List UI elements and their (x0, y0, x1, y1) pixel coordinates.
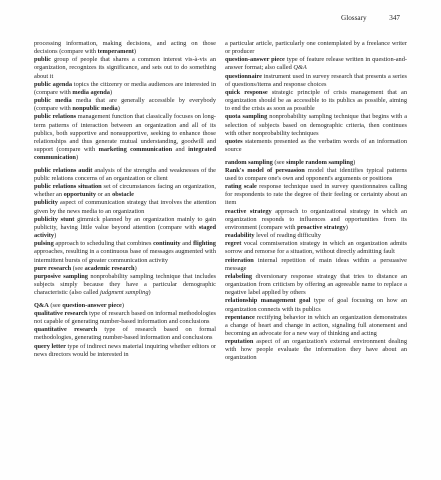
glossary-definition: ) (75, 154, 79, 162)
glossary-definition: approach to scheduling that combines (53, 240, 154, 248)
glossary-term: Q&A (34, 301, 49, 309)
glossary-term: pure research (34, 264, 72, 272)
glossary-cross-reference: nonpublic media (72, 105, 118, 113)
glossary-entry (34, 199, 216, 215)
glossary-term: Rank's model of persuasion (225, 166, 305, 174)
glossary-definition: or an (96, 191, 113, 199)
glossary-entry (225, 273, 407, 297)
glossary-term: public relations situation (34, 183, 102, 191)
page-number: 347 (389, 14, 400, 22)
glossary-term: public media (34, 97, 72, 105)
glossary-entry (225, 183, 407, 207)
glossary-term: quantitative research (34, 326, 98, 334)
glossary-definition: topics the citizenry or media audiences are interested in (compare with (34, 80, 216, 96)
glossary-entry (34, 97, 216, 113)
glossary-definition: internal repetition of main ideas within a persuasive message (225, 256, 407, 272)
glossary-definition: and (180, 240, 194, 248)
glossary-term: reiteration (225, 256, 254, 264)
glossary-term: rating scale (225, 183, 257, 191)
glossary-definition: management function that classically focuses on long-term patterns of interaction between an organization and all of its publics, both supportive and nonsupportive, seeking to enhance those relationships and thus generate mutual understanding, goodwill and support (compare with (34, 113, 216, 154)
glossary-entry (34, 113, 216, 162)
running-title: Glossary (341, 14, 367, 22)
glossary-entry (225, 159, 407, 167)
glossary-definition: ) (345, 223, 348, 231)
glossary-definition: media that are generally accessible by everybody (compare with (34, 97, 216, 113)
running-head (0, 14, 400, 26)
glossary-definition: group of people that shares a common interest vis-à-vis an organization, recognizes its significance, and sets out to do something about it (34, 56, 216, 80)
glossary-definition: instrument used in survey research that presents a series of questions/items and response choices (225, 72, 407, 88)
glossary-entry (34, 183, 216, 199)
glossary-term: publicity stunt (34, 215, 75, 223)
glossary-definition: model that identifies typical patterns used to compare one's own and opponent's arguments or positions (225, 166, 408, 182)
glossary-term: public relations audit (34, 166, 93, 174)
glossary-cross-reference: simple random sampling (286, 158, 354, 166)
glossary-definition: type of indirect news material inquiring whether editors or news directors would be interested in (34, 342, 216, 358)
glossary-definition: nonprobability sampling technique that begins with a selection of subjects based on demographic criteria, then continues with other nonprobability techniques (225, 113, 408, 137)
glossary-entry (34, 310, 216, 326)
glossary-cross-reference: continuity (153, 240, 181, 248)
glossary-term: public agenda (34, 80, 73, 88)
glossary-definition: (see (272, 158, 287, 166)
glossary-entry (34, 302, 216, 310)
glossary-definition: level of reading difficulty (254, 232, 321, 240)
glossary-entry (34, 240, 216, 264)
glossary-definition: processing information, making decisions, and acting on those decisions (compare with (34, 40, 216, 56)
glossary-definition: type of feature release written in question-and-answer format; also called (225, 56, 408, 72)
glossary-definition: (see (48, 301, 63, 309)
glossary-cross-reference: media agenda (72, 88, 110, 96)
glossary-cross-reference: integrated communication (34, 146, 216, 162)
glossary-definition: strategic principle of crisis management that an organization should be as accessible to its publics as possible, aiming to end the crisis as soon as possible (225, 88, 407, 113)
glossary-term: public relations (34, 113, 77, 121)
glossary-term: regret (225, 240, 242, 248)
glossary-definition: rectifying behavior in which an organization demonstrates a change of heart and change in action, signaling full atonement and becoming an advocate for a new way of thinking and acting (225, 313, 407, 337)
glossary-cross-reference: proactive strategy (297, 223, 346, 231)
glossary-entry (34, 40, 216, 56)
glossary-entry (34, 81, 216, 97)
glossary-definition: nonprobability sampling technique that includes subjects simply because they have a particular demographic characteristic (also called (34, 272, 216, 297)
glossary-term: readability (225, 232, 255, 240)
glossary-definition: and (172, 146, 189, 154)
glossary-definition: aspect of an organization's external environment dealing with how people evaluate the information they have about an organization (225, 338, 407, 362)
glossary-definition: type of research based on informal methodologies not capable of generating number-based information and conclusions (34, 310, 216, 326)
glossary-entry (34, 167, 216, 183)
glossary-entry (225, 89, 407, 113)
glossary-entry (225, 338, 407, 362)
glossary-entry (225, 113, 407, 137)
glossary-definition: a particular article, particularly one contemplated by a freelance writer or producer (225, 40, 407, 56)
glossary-definition: ) (148, 289, 151, 297)
glossary-entry (225, 314, 407, 338)
glossary-cross-reference: flighting (193, 240, 216, 248)
glossary-cross-reference: obstacle (112, 191, 134, 199)
glossary-cross-reference: temperament (97, 48, 134, 56)
glossary-definition: approaches, resulting in a continuous base of messages augmented with intermittent bursts of greater communication activity (34, 248, 216, 264)
glossary-entry (225, 40, 407, 56)
glossary-definition: ) (117, 105, 120, 113)
glossary-term: query letter (34, 342, 66, 350)
glossary-entry (225, 56, 407, 72)
glossary-term: reactive strategy (225, 207, 272, 215)
glossary-definition: vocal commiseration strategy in which an organization admits sorrow and remorse for a situation, without directly admitting fault (225, 240, 407, 256)
glossary-definition: ) (121, 301, 124, 309)
glossary-term: questionnaire (225, 72, 262, 80)
glossary-term: publicity (34, 199, 58, 207)
glossary-definition: statements presented as the verbatim words of an information source (225, 137, 407, 154)
glossary-definition: response technique used in survey questionnaires calling for respondents to rate the degree of their feeling or certainty about an item (225, 183, 407, 207)
glossary-cross-reference: question-answer piece (62, 301, 122, 309)
glossary-alt-name: Q&A (293, 64, 307, 72)
glossary-entry (225, 208, 407, 232)
glossary-term: question-answer piece (225, 56, 285, 64)
glossary-term: quick response (225, 88, 268, 96)
glossary-entry (225, 73, 407, 89)
glossary-term: random sampling (225, 158, 273, 166)
glossary-definition: analysis of the strengths and weaknesses of the public relations concerns of an organization or client (34, 166, 216, 182)
left-column (34, 40, 216, 359)
glossary-definition: aspect of communication strategy that involves the attention given by the news media to an organization (34, 199, 216, 215)
glossary-entry (225, 232, 407, 240)
glossary-term: quotes (225, 137, 243, 145)
glossary-definition: (see (71, 264, 85, 272)
glossary-definition: ) (109, 88, 113, 96)
glossary-term: qualitative research (34, 310, 88, 317)
right-column (225, 40, 407, 363)
glossary-definition: type of goal focusing on how an organization connects with its publics (225, 297, 407, 313)
glossary-term: relabeling (225, 272, 253, 280)
glossary-entry (225, 167, 407, 183)
glossary-entry (34, 273, 216, 297)
glossary-cross-reference: opportunity (63, 191, 97, 199)
glossary-term: public (34, 56, 51, 64)
glossary-definition: approach to organizational strategy in which an organization responds to influences and opportunities from its environment (compare with (225, 207, 407, 231)
glossary-cross-reference: marketing communication (98, 146, 173, 154)
glossary-definition: diversionary response strategy that tries to distance an organization from criticism by offering an agreeable name to replace a negative label applied by others (225, 272, 407, 297)
glossary-definition: ) (353, 158, 356, 166)
glossary-entry (34, 326, 216, 342)
glossary-term: pulsing (34, 240, 54, 248)
glossary-entry (225, 138, 407, 154)
glossary-cross-reference: staged activity (34, 223, 216, 240)
glossary-definition: gimmick planned by an organization mainly to gain publicity, having little value beyond attention (compare with (34, 215, 216, 231)
glossary-entry (225, 257, 407, 273)
glossary-term: relationship management goal (225, 297, 311, 305)
glossary-term: repentance (225, 313, 255, 321)
glossary-entry (34, 265, 216, 273)
glossary-definition: ) (133, 48, 137, 56)
glossary-alt-name: judgment sampling (100, 289, 149, 297)
glossary-term: reputation (225, 338, 254, 346)
glossary-cross-reference: academic research (84, 264, 135, 272)
glossary-entry (34, 343, 216, 359)
glossary-term: purposive sampling (34, 272, 88, 280)
glossary-entry (34, 216, 216, 240)
glossary-definition: set of circumstances facing an organization, whether an (34, 183, 217, 199)
glossary-entry (225, 297, 407, 313)
glossary-definition: ) (134, 264, 137, 272)
glossary-definition: type of research based on formal methodologies, generating number-based information and conclusions (34, 326, 216, 342)
glossary-definition: ) (54, 232, 57, 240)
glossary-entry (225, 240, 407, 256)
glossary-entry (34, 56, 216, 80)
glossary-term: quota sampling (225, 113, 268, 121)
